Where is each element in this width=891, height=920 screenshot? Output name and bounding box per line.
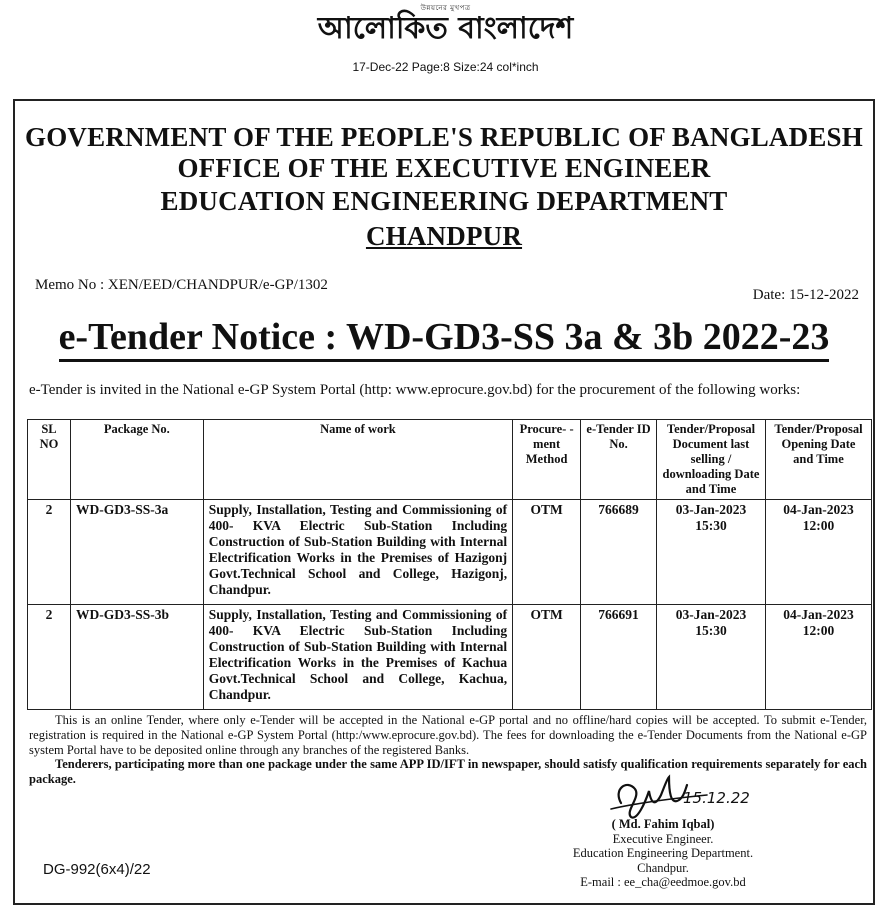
header-tender-id: e-Tender ID No.: [581, 420, 657, 500]
reference-code: DG-992(6x4)/22: [43, 861, 151, 878]
header-work: Name of work: [203, 420, 512, 500]
footer-qualification-note: Tenderers, participating more than one package under the same APP ID/IFT in newspaper, should satisfy qualification requirements separately for each package.: [29, 757, 867, 786]
header-location: CHANDPUR: [365, 221, 523, 251]
clipping-meta: 17-Dec-22 Page:8 Size:24 col*inch: [352, 60, 539, 74]
cell-method: OTM: [513, 605, 581, 710]
table-row: [28, 500, 872, 605]
signatory-place: Chandpur.: [637, 860, 689, 875]
header-method: Procure- -ment Method: [513, 420, 581, 500]
memo-number: Memo No : XEN/EED/CHANDPUR/e-GP/1302: [35, 277, 328, 293]
footer-online-note: This is an online Tender, where only e-Tender will be accepted in the National e-GP portal and no offline/hard copies will be accepted. To submit e-Tender, registration is required in the National e-GP System Portal (http:/www.eprocure.gov.bd). The fees for downloading the e-Tender Documents from the National e-GP system Portal have to be deposited online through any branches of the registered Banks.: [29, 713, 867, 757]
cell-sl: 2: [28, 605, 71, 710]
masthead-tagline: উন্নয়নের মুখপত্র: [420, 4, 471, 12]
header-department: EDUCATION ENGINEERING DEPARTMENT: [160, 186, 728, 216]
newspaper-logo: আলোকিত বাংলাদেশ: [317, 11, 574, 46]
header-sl: SL NO: [28, 420, 71, 500]
signature-block: [543, 817, 783, 890]
header-government: GOVERNMENT OF THE PEOPLE'S REPUBLIC OF BANGLADESH: [25, 122, 863, 152]
signatory-department: Education Engineering Department.: [572, 846, 754, 860]
notice-date: Date: 15-12-2022: [752, 287, 859, 303]
cell-selling: 03-Jan-2023 15:30: [657, 500, 766, 605]
signature-date: 15.12.22: [683, 789, 750, 807]
signatory-email: E-mail : ee_cha@eedmoe.gov.bd: [580, 875, 746, 889]
header-office: OFFICE OF THE EXECUTIVE ENGINEER: [177, 153, 711, 183]
table-row: [28, 605, 872, 710]
cell-work: Supply, Installation, Testing and Commissioning of 400- KVA Electric Sub-Station Including Construction of Sub-Station Building with Internal Electrification Works in the Premises of Kachua Govt.Technical School and College, Kachua, Chandpur.: [203, 605, 512, 710]
cell-sl: 2: [28, 500, 71, 605]
cell-opening: 04-Jan-2023 12:00: [765, 500, 871, 605]
works-table: [27, 419, 872, 710]
table-header-row: [28, 420, 872, 500]
cell-selling: 03-Jan-2023 15:30: [657, 605, 766, 710]
notice-frame: [13, 99, 875, 905]
newspaper-masthead: [0, 2, 891, 46]
cell-tender-id: 766691: [581, 605, 657, 710]
signatory-designation: Executive Engineer.: [612, 831, 714, 846]
cell-method: OTM: [513, 500, 581, 605]
header-opening: Tender/Proposal Opening Date and Time: [765, 420, 871, 500]
notice-title-text: e-Tender Notice : WD-GD3-SS 3a & 3b 2022-23: [59, 316, 830, 362]
header-selling: Tender/Proposal Document last selling / downloading Date and Time: [657, 420, 766, 500]
cell-work: Supply, Installation, Testing and Commissioning of 400- KVA Electric Sub-Station Including Construction of Sub-Station Building with Internal Electrification Works in the Premises of Hazigonj Govt.Technical School and College, Hazigonj, Chandpur.: [203, 500, 512, 605]
cell-opening: 04-Jan-2023 12:00: [765, 605, 871, 710]
cell-package: WD-GD3-SS-3b: [70, 605, 203, 710]
signatory-name: ( Md. Fahim Iqbal): [611, 817, 715, 831]
intro-text: e-Tender is invited in the National e-GP System Portal (http: www.eprocure.gov.bd) for the procurement of the following works:: [29, 382, 801, 398]
cell-package: WD-GD3-SS-3a: [70, 500, 203, 605]
notice-title: [15, 315, 873, 359]
header-package: Package No.: [70, 420, 203, 500]
cell-tender-id: 766689: [581, 500, 657, 605]
